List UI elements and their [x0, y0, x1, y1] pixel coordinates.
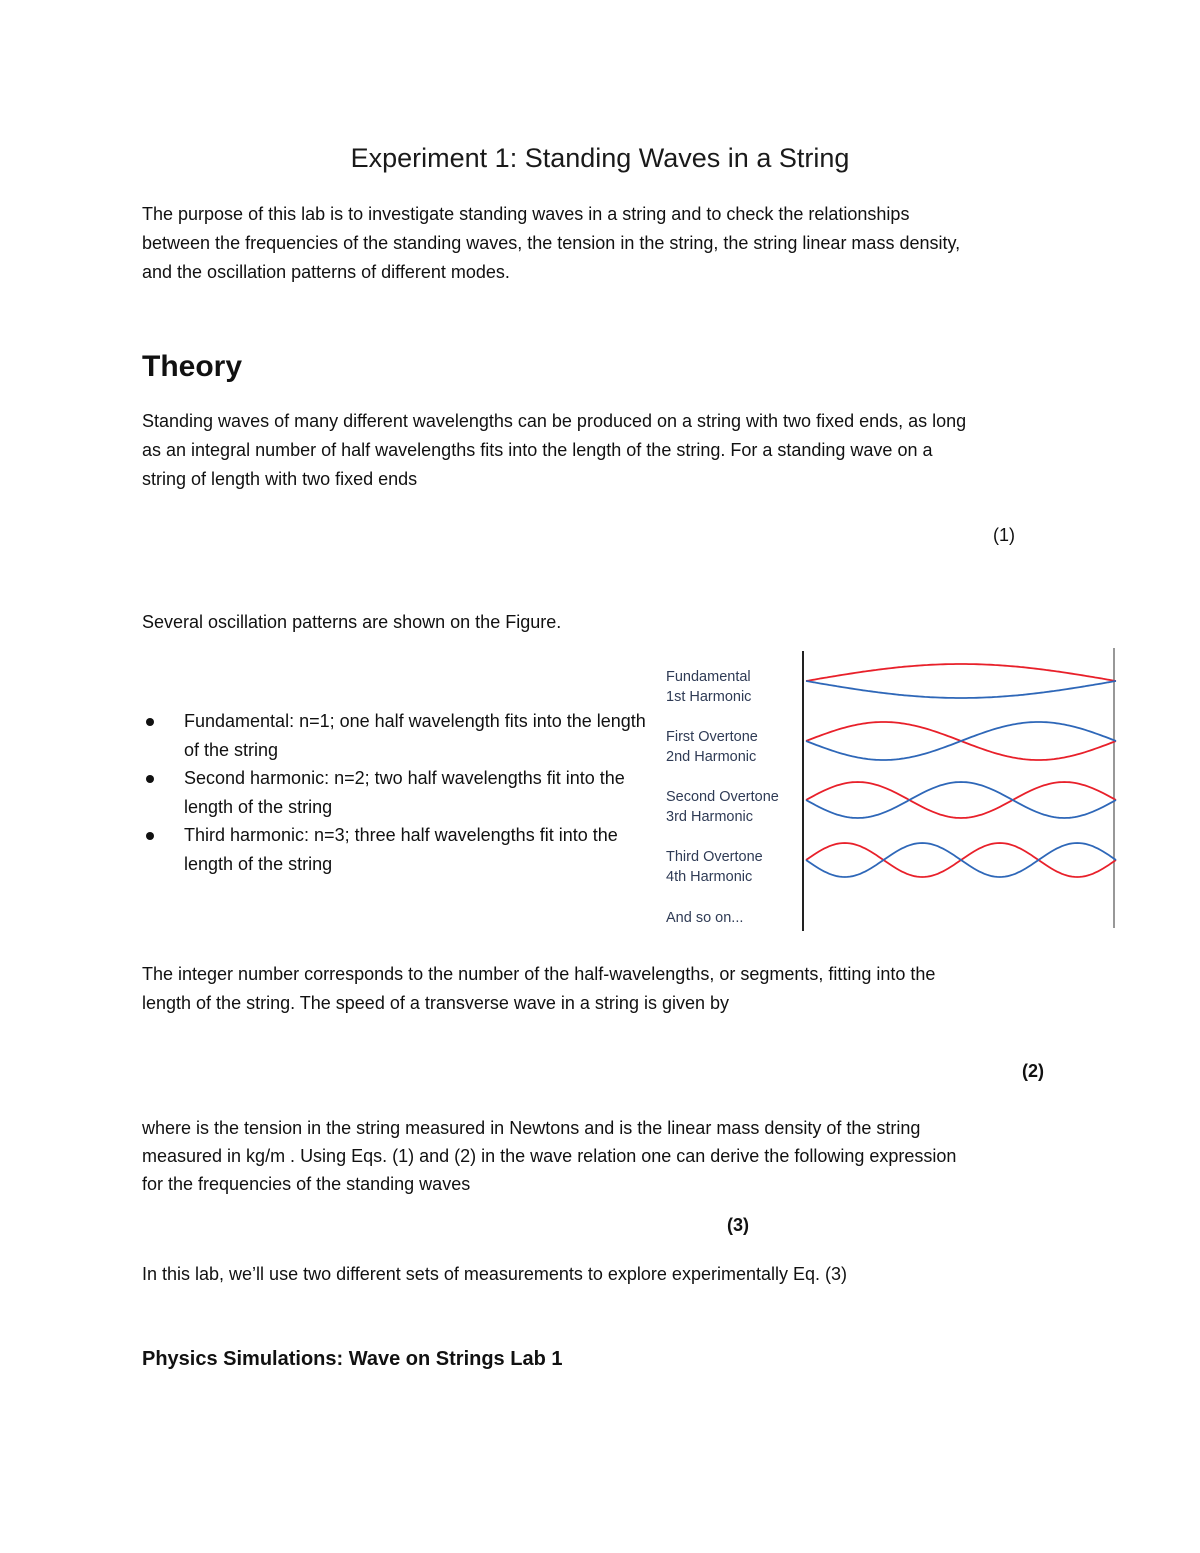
bullet-icon [146, 775, 154, 783]
mode-label-line2: 4th Harmonic [666, 869, 753, 885]
mode-label-line1: First Overtone [666, 729, 758, 745]
lab-sentence: In this lab, we’ll use two different sets of measurements to explore experimentally Eq. (3) [142, 1264, 847, 1284]
mode-label-line2: 2nd Harmonic [666, 749, 757, 765]
mode-label-line1: Second Overtone [666, 789, 779, 805]
where-line: for the frequencies of the standing waves [142, 1174, 471, 1194]
figure-intro: Several oscillation patterns are shown on the Figure. [142, 612, 562, 632]
mode-1-blue-curve [806, 681, 1116, 698]
list-item: Fundamental: n=1; one half wavelength fits into the length of the string [146, 707, 646, 764]
mode-label-line2: 3rd Harmonic [666, 809, 754, 825]
where-line: where is the tension in the string measured in Newtons and is the linear mass density of the string [142, 1118, 921, 1138]
mode-4-blue-curve [806, 843, 1116, 877]
list-item: Second harmonic: n=2; two half wavelengths fit into the length of the string [146, 764, 646, 821]
intro-line: The purpose of this lab is to investigate standing waves in a string and to check the relationships [142, 204, 910, 224]
mode-3-blue-curve [806, 782, 1116, 818]
mode-label-line2: 1st Harmonic [666, 689, 752, 705]
standing-waves-figure [660, 648, 1130, 933]
bullet-icon [146, 832, 154, 840]
bullet-icon [146, 718, 154, 726]
intro-line: and the oscillation patterns of different modes. [142, 262, 510, 282]
intro-line: between the frequencies of the standing waves, the tension in the string, the string linear mass density, [142, 233, 961, 253]
equation-number-1: (1) [993, 525, 1015, 545]
theory-line: string of length with two fixed ends [142, 469, 418, 489]
wave-curves [806, 664, 1116, 877]
equation-number-2: (2) [1022, 1061, 1044, 1081]
theory-heading: Theory [142, 350, 243, 383]
harmonics-list [146, 707, 646, 878]
theory-line: Standing waves of many different wavelengths can be produced on a string with two fixed ends, as long [142, 411, 967, 431]
mode-label-line1: Third Overtone [666, 849, 763, 865]
page-title: Experiment 1: Standing Waves in a String [350, 143, 850, 173]
integer-line: The integer number corresponds to the number of the half-wavelengths, or segments, fitting into the [142, 964, 936, 984]
equation-number-3: (3) [727, 1215, 749, 1235]
section-title: Physics Simulations: Wave on Strings Lab 1 [142, 1348, 563, 1370]
integer-line: length of the string. The speed of a transverse wave in a string is given by [142, 993, 729, 1013]
mode-label-line1: Fundamental [666, 669, 751, 685]
mode-1-red-curve [806, 664, 1116, 681]
mode-2-blue-curve [806, 722, 1116, 760]
figure-footer: And so on... [666, 910, 744, 926]
where-line: measured in kg/m . Using Eqs. (1) and (2) in the wave relation one can derive the following expression [142, 1146, 957, 1166]
list-item: Third harmonic: n=3; three half wavelengths fit into the length of the string [146, 821, 646, 878]
theory-line: as an integral number of half wavelengths fits into the length of the string. For a standing wave on a [142, 440, 933, 460]
mode-3-red-curve [806, 782, 1116, 818]
